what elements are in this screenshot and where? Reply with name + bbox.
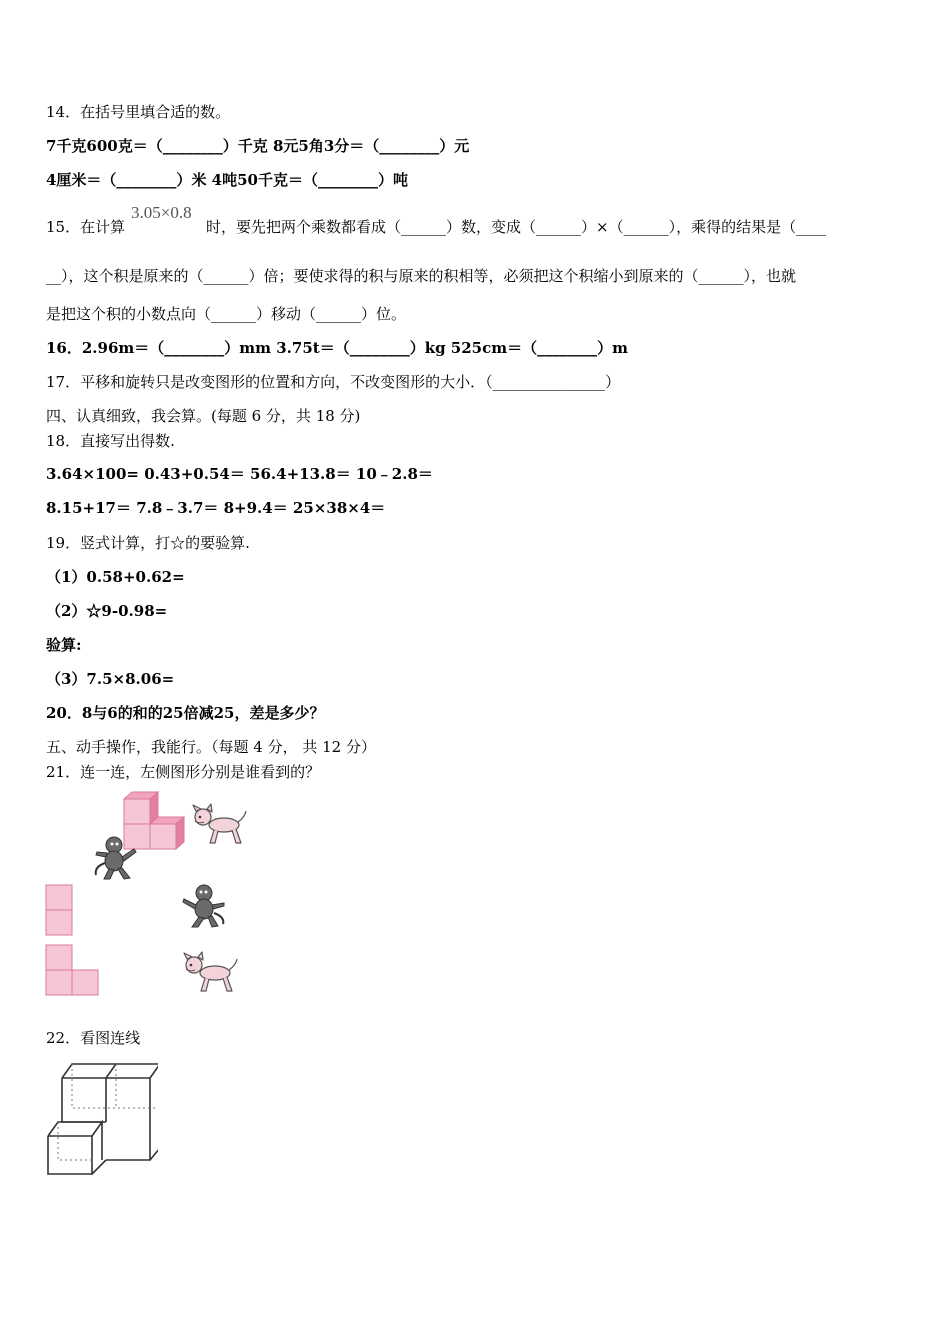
q14-line2: 4厘米＝（________）米 4吨50千克＝（________）吨 <box>46 171 408 189</box>
q20-text: 20．8与6的和的25倍减25，差是多少？ <box>46 704 325 722</box>
q19-item2: （2）☆9-0.98= <box>46 602 168 620</box>
q14-line1: 7千克600克＝（________）千克 8元5角3分＝（________）元 <box>46 137 470 155</box>
monkey-icon <box>92 835 140 881</box>
q15-formula: 3.05×0.8 <box>131 203 192 222</box>
q19-title: 19．竖式计算，打☆的要验算. <box>46 534 250 552</box>
q19-check: 验算: <box>46 636 82 654</box>
q19-item1: （1）0.58+0.62= <box>46 568 185 586</box>
q18-title: 18．直接写出得数. <box>46 432 175 450</box>
q15-prefix: 15．在计算 <box>46 218 126 236</box>
q18-row2: 8.15+17＝ 7.8﹣3.7＝ 8+9.4＝ 25×38×4＝ <box>46 499 386 517</box>
front-view-option-a <box>45 884 75 938</box>
q15-line2: __），这个积是原来的（______）倍；要使求得的积与原来的积相等，必须把这个积缩小到原来的（______），也就 <box>46 267 797 285</box>
q21-title: 21．连一连，左侧图形分别是谁看到的？ <box>46 763 321 781</box>
q17-text: 17．平移和旋转只是改变图形的位置和方向，不改变图形的大小．（_______________） <box>46 373 621 391</box>
dog-icon <box>181 951 239 996</box>
q22-title: 22．看图连线 <box>46 1029 141 1047</box>
q15-line3: 是把这个积的小数点向（______）移动（______）位。 <box>46 305 407 323</box>
q14-title: 14．在括号里填合适的数。 <box>46 103 231 121</box>
q18-row1: 3.64×100= 0.43+0.54＝ 56.4+13.8＝ 10﹣2.8＝ <box>46 465 433 483</box>
section5-title: 五、动手操作，我能行。（每题 4 分， 共 12 分） <box>46 738 376 756</box>
q16-text: 16．2.96m＝（________）mm 3.75t＝（________）kg 525cm＝（________）m <box>46 339 628 357</box>
section4-title: 四、认真细致，我会算。(每题 6 分，共 18 分) <box>46 407 361 425</box>
front-view-option-b <box>45 944 101 998</box>
monkey-icon <box>180 883 228 929</box>
q15-line1: 时，要先把两个乘数都看成（______）数，变成（______）×（______），乘得的结果是（____ <box>206 218 827 236</box>
dog-icon <box>190 803 248 848</box>
cube-sketch-figure <box>44 1060 158 1178</box>
q19-item3: （3）7.5×8.06= <box>46 670 175 688</box>
